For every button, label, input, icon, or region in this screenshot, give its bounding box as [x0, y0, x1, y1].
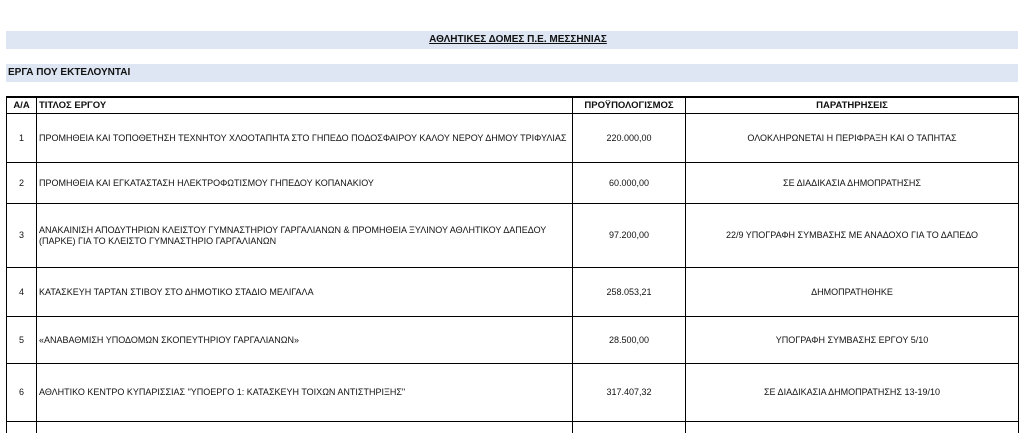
works-table: [6, 96, 1019, 433]
project-title: ΑΝΑΚΑΙΝΙΣΗ ΑΠΟΔΥΤΗΡΙΩΝ ΚΛΕΙΣΤΟΥ ΓΥΜΝΑΣΤΗΡΙΟΥ ΓΑΡΓΑΛΙΑΝΩΝ & ΠΡΟΜΗΘΕΙΑ ΞΥΛΙΝΟΥ ΑΘΛΗΤΙΚΟΥ ΔΑΠΕΔΟΥ (ΠΑΡΚΕ) ΓΙΑ ΤΟ ΚΛΕΙΣΤΟ ΓΥΜΝΑΣΤΗΡΙΟ ΓΑΡΓΑΛΙΑΝΩΝ: [37, 204, 573, 268]
table-row: [7, 163, 1019, 204]
project-title: ΠΡΟΜΗΘΕΙΑ ΚΑΙ ΤΟΠΟΘΕΤΗΣΗ ΤΕΧΝΗΤΟΥ ΧΛΟΟΤΑΠΗΤΑ ΣΤΟ ΓΗΠΕΔΟ ΠΟΔΟΣΦΑΙΡΟΥ ΚΑΛΟΥ ΝΕΡΟΥ ΔΗΜΟΥ ΤΡΙΦΥΛΙΑΣ: [37, 114, 573, 163]
project-title: [37, 422, 573, 433]
column-header-notes: ΠΑΡΑΤΗΡΗΣΕΙΣ: [686, 97, 1019, 114]
table-row: [7, 364, 1019, 422]
project-notes: ΣΕ ΔΙΑΔΙΚΑΣΙΑ ΔΗΜΟΠΡΑΤΗΣΗΣ 13-19/10: [686, 364, 1019, 422]
project-notes: ΔΗΜΟΠΡΑΤΗΘΗΚΕ: [686, 268, 1019, 317]
project-budget: 28.500,00: [573, 317, 686, 364]
project-budget: [573, 422, 686, 433]
table-header-row: [7, 97, 1019, 114]
project-title: ΠΡΟΜΗΘΕΙΑ ΚΑΙ ΕΓΚΑΤΑΣΤΑΣΗ ΗΛΕΚΤΡΟΦΩΤΙΣΜΟΥ ΓΗΠΕΔΟΥ ΚΟΠΑΝΑΚΙΟΥ: [37, 163, 573, 204]
table-row: [7, 114, 1019, 163]
project-notes: ΟΛΟΚΛΗΡΩΝΕΤΑΙ Η ΠΕΡΙΦΡΑΞΗ ΚΑΙ Ο ΤΑΠΗΤΑΣ: [686, 114, 1019, 163]
row-number: 3: [7, 204, 37, 268]
table-row: [7, 268, 1019, 317]
project-budget: 258.053,21: [573, 268, 686, 317]
project-notes: ΥΠΟΓΡΑΦΗ ΣΥΜΒΑΣΗΣ ΕΡΓΟΥ 5/10: [686, 317, 1019, 364]
table-row-partial: [7, 422, 1019, 433]
table-row: [7, 317, 1019, 364]
table-row: [7, 204, 1019, 268]
project-budget: 220.000,00: [573, 114, 686, 163]
column-header-budget: ΠΡΟΫΠΟΛΟΓΙΣΜΟΣ: [573, 97, 686, 114]
row-number: [7, 422, 37, 433]
project-budget: 60.000,00: [573, 163, 686, 204]
document-title: ΑΘΛΗΤΙΚΕΣ ΔΟΜΕΣ Π.Ε. ΜΕΣΣΗΝΙΑΣ: [429, 34, 607, 45]
project-notes: ΣΕ ΔΙΑΔΙΚΑΣΙΑ ΔΗΜΟΠΡΑΤΗΣΗΣ: [686, 163, 1019, 204]
project-notes: [686, 422, 1019, 433]
project-title: ΚΑΤΑΣΚΕΥΗ ΤΑΡΤΑΝ ΣΤΙΒΟΥ ΣΤΟ ΔΗΜΟΤΙΚΟ ΣΤΑΔΙΟ ΜΕΛΙΓΑΛΑ: [37, 268, 573, 317]
project-title: «ΑΝΑΒΑΘΜΙΣΗ ΥΠΟΔΟΜΩΝ ΣΚΟΠΕΥΤΗΡΙΟΥ ΓΑΡΓΑΛΙΑΝΩΝ»: [37, 317, 573, 364]
section-title: ΕΡΓΑ ΠΟΥ ΕΚΤΕΛΟΥΝΤΑΙ: [8, 67, 131, 78]
row-number: 2: [7, 163, 37, 204]
document-title-bar: [6, 31, 1018, 49]
row-number: 4: [7, 268, 37, 317]
project-title: ΑΘΛΗΤΙΚΟ ΚΕΝΤΡΟ ΚΥΠΑΡΙΣΣΙΑΣ "ΥΠΟΕΡΓΟ 1: ΚΑΤΑΣΚΕΥΗ ΤΟΙΧΩΝ ΑΝΤΙΣΤΗΡΙΞΗΣ": [37, 364, 573, 422]
column-header-aa: Α/Α: [7, 97, 37, 114]
row-number: 1: [7, 114, 37, 163]
column-header-title: ΤΙΤΛΟΣ ΕΡΓΟΥ: [37, 97, 573, 114]
project-notes: 22/9 ΥΠΟΓΡΑΦΗ ΣΥΜΒΑΣΗΣ ΜΕ ΑΝΑΔΟΧΟ ΓΙΑ ΤΟ ΔΑΠΕΔΟ: [686, 204, 1019, 268]
row-number: 5: [7, 317, 37, 364]
row-number: 6: [7, 364, 37, 422]
project-budget: 97.200,00: [573, 204, 686, 268]
project-budget: 317.407,32: [573, 364, 686, 422]
section-header-bar: [6, 64, 1018, 82]
